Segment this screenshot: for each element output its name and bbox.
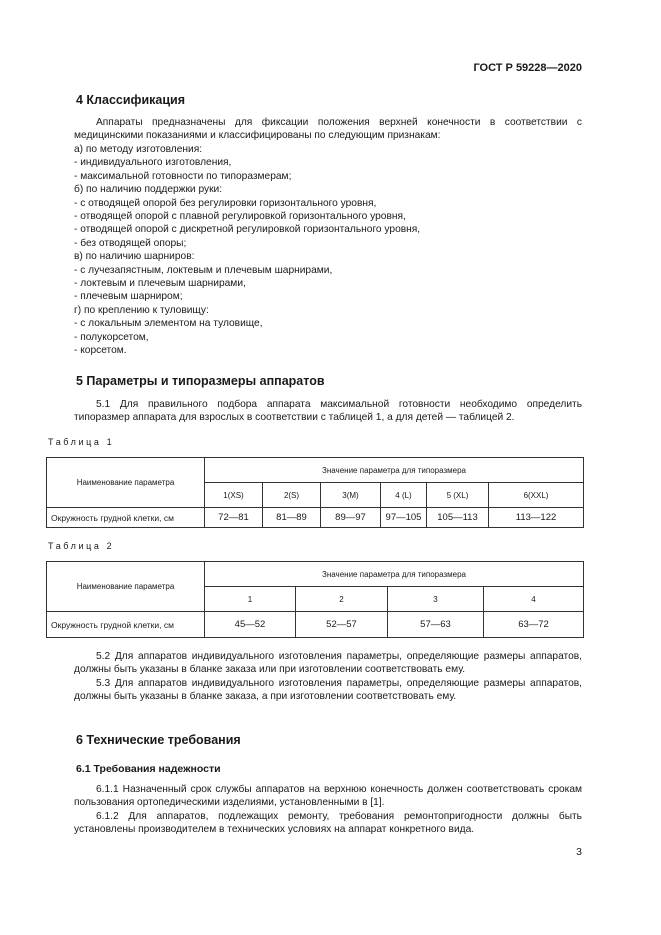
list-item: г) по креплению к туловищу: (74, 304, 209, 316)
classification-list (74, 143, 582, 358)
table-2-size-header: 3 (388, 587, 484, 612)
table-1-size-header: 2(S) (263, 483, 321, 508)
table-1 (46, 457, 584, 528)
table-1-value: 105—113 (427, 508, 489, 528)
table-1-row-label: Окружность грудной клетки, см (47, 508, 205, 528)
table-2-size-header: 2 (296, 587, 388, 612)
list-item: в) по наличию шарниров: (74, 251, 195, 263)
paragraph-5-1 (74, 398, 582, 425)
list-item: - отводящей опорой с дискретной регулировкой горизонтального уровня, (74, 224, 421, 236)
table-2-value: 57—63 (388, 612, 484, 638)
list-item: б) по наличию поддержки руки: (74, 184, 223, 196)
table-1-size-header: 1(XS) (205, 483, 263, 508)
section-6-title: 6 Технические требования (76, 733, 241, 747)
table-2-size-header: 4 (484, 587, 584, 612)
list-item: - с локальным элементом на туловище, (74, 318, 263, 330)
table-2-value: 45—52 (205, 612, 296, 638)
list-item: - с отводящей опорой без регулировки горизонтального уровня, (74, 197, 377, 209)
table-2-size-header: 1 (205, 587, 296, 612)
table-1-value: 113—122 (489, 508, 584, 528)
standard-designation: ГОСТ Р 59228—2020 (473, 62, 582, 74)
paragraph-5-2-text: 5.2 Для аппаратов индивидуального изготовления параметры, определяющие размеры аппаратов, должны быть указаны в бланке заказа или при изготовлении соответствовать ему. (74, 651, 582, 676)
table-row (47, 612, 584, 638)
table-2-group-header: Значение параметра для типоразмера (205, 562, 584, 587)
list-item: - корсетом. (74, 345, 127, 357)
table-1-value: 97—105 (381, 508, 427, 528)
paragraph-5-1-text: 5.1 Для правильного подбора аппарата максимальной готовности необходимо определить типоразмер аппарата для взрослых в соответствии с таблицей 1, а для детей — таблицей 2. (74, 399, 582, 424)
section-5-title: 5 Параметры и типоразмеры аппаратов (76, 374, 325, 388)
list-item: - индивидуального изготовления, (74, 157, 232, 169)
table-1-size-header: 6(XXL) (489, 483, 584, 508)
table-1-value: 72—81 (205, 508, 263, 528)
paragraph-6-1-2 (74, 810, 582, 837)
table-2 (46, 561, 584, 638)
table-2-caption: Таблица 2 (48, 541, 115, 551)
table-1-size-header: 3(M) (321, 483, 381, 508)
list-item: - без отводящей опоры; (74, 237, 187, 249)
table-1-value: 89—97 (321, 508, 381, 528)
paragraph-6-1-1-text: 6.1.1 Назначенный срок службы аппаратов на верхнюю конечность должен соответствовать срокам пользования ортопедическими изделиями, установленными в [1]. (74, 784, 582, 809)
paragraph-6-1-2-text: 6.1.2 Для аппаратов, подлежащих ремонту, требования ремонтопригодности должны быть установлены производителем в технических условиях на аппарат конкретного вида. (74, 811, 582, 836)
table-1-size-header: 5 (XL) (427, 483, 489, 508)
list-item: - полукорсетом, (74, 331, 149, 343)
page-number: 3 (576, 846, 582, 858)
table-2-row-label: Окружность грудной клетки, см (47, 612, 205, 638)
section-4-title: 4 Классификация (76, 93, 186, 107)
list-item: а) по методу изготовления: (74, 144, 203, 155)
table-2-param-header: Наименование параметра (47, 562, 205, 612)
list-item: - отводящей опорой с плавной регулировкой горизонтального уровня, (74, 211, 406, 223)
paragraph-5-2 (74, 650, 582, 677)
table-1-caption: Таблица 1 (48, 437, 115, 447)
paragraph-6-1-1 (74, 783, 582, 810)
table-1-param-header: Наименование параметра (47, 458, 205, 508)
table-1-value: 81—89 (263, 508, 321, 528)
section-4-intro (74, 116, 582, 143)
table-1-group-header: Значение параметра для типоразмера (205, 458, 584, 483)
table-2-value: 63—72 (484, 612, 584, 638)
table-row (47, 508, 584, 528)
paragraph-5-3-text: 5.3 Для аппаратов индивидуального изготовления параметры, определяющие размеры аппаратов, должны быть указаны в бланке заказа, а при изготовлении соответствовать ему. (74, 678, 582, 703)
table-2-value: 52—57 (296, 612, 388, 638)
subsection-6-1-title: 6.1 Требования надежности (76, 763, 221, 775)
list-item: - локтевым и плечевым шарнирами, (74, 278, 246, 290)
section-4-intro-text: Аппараты предназначены для фиксации положения верхней конечности в соответствии с медицинскими показаниями и классифицированы по следующим признакам: (74, 117, 582, 142)
table-1-size-header: 4 (L) (381, 483, 427, 508)
list-item: - плечевым шарниром; (74, 291, 183, 303)
list-item: - максимальной готовности по типоразмерам; (74, 170, 292, 182)
paragraph-5-3 (74, 677, 582, 704)
list-item: - с лучезапястным, локтевым и плечевым шарнирами, (74, 264, 333, 276)
